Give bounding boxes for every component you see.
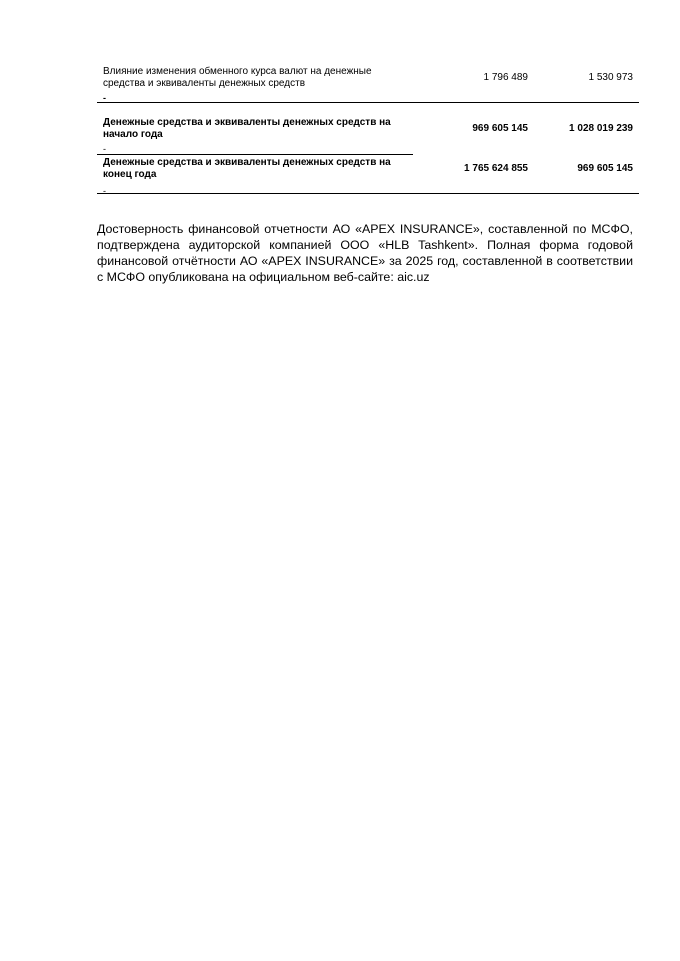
row-label: Денежные средства и эквиваленты денежных средств на конец года bbox=[103, 157, 391, 180]
table-divider-partial bbox=[97, 154, 413, 155]
table-row-cash-beginning bbox=[97, 117, 639, 153]
table-divider bbox=[97, 102, 639, 103]
value-prior-year: 1 530 973 bbox=[588, 72, 633, 83]
row-marker: - bbox=[103, 186, 106, 196]
value-current-year: 969 605 145 bbox=[472, 123, 528, 134]
table-bottom-rule bbox=[97, 193, 639, 194]
table-row-exchange-rate-effect bbox=[97, 66, 639, 106]
row-label: Денежные средства и эквиваленты денежных средств на начало года bbox=[103, 117, 391, 140]
table-row-cash-end bbox=[97, 157, 639, 195]
row-marker: - bbox=[103, 93, 106, 103]
value-prior-year: 1 028 019 239 bbox=[569, 123, 633, 134]
row-marker: - bbox=[103, 144, 106, 154]
value-prior-year: 969 605 145 bbox=[577, 163, 633, 174]
value-current-year: 1 796 489 bbox=[483, 72, 528, 83]
audit-note-paragraph: Достоверность финансовой отчетности АО «APEX INSURANCE», составленной по МСФО, подтверждена аудиторской компанией ООО «HLB Tashkent». Полная форма годовой финансовой отчётности АО «APEX INSURANCE» за 2025 год, составленной в соответствии с МСФО опубликована на официальном веб-сайте: aic.uz bbox=[97, 222, 633, 284]
value-current-year: 1 765 624 855 bbox=[464, 163, 528, 174]
row-label: Влияние изменения обменного курса валют на денежные средства и эквиваленты денежных средств bbox=[103, 66, 372, 89]
